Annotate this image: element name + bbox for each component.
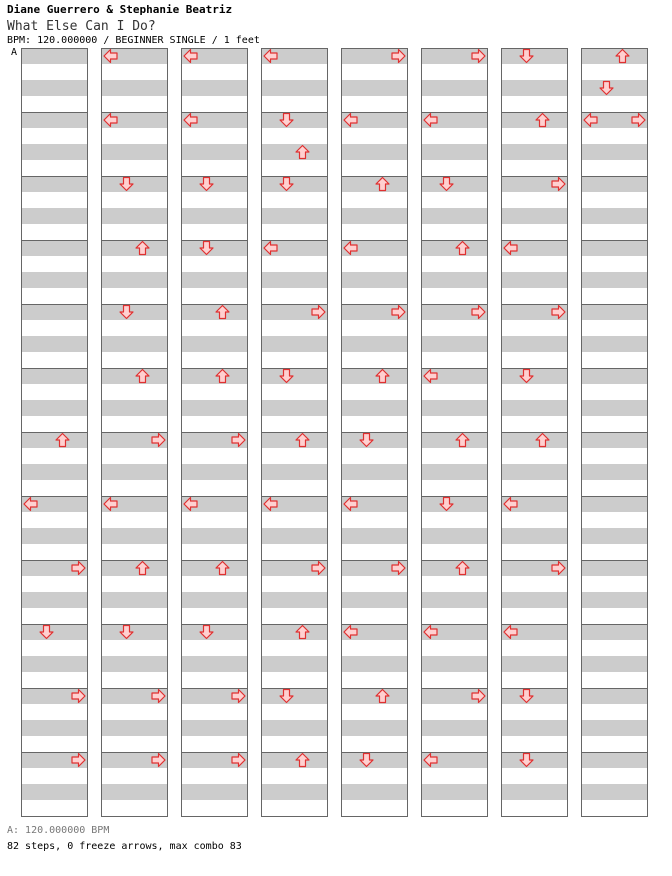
beat-stripe	[21, 624, 88, 640]
beat-stripe	[501, 400, 568, 416]
beat-stripe	[581, 784, 648, 800]
beat-stripe	[501, 240, 568, 256]
left-arrow-icon	[184, 114, 197, 127]
chart-column	[501, 48, 568, 817]
beat-stripe	[341, 48, 408, 64]
beat-stripe	[581, 432, 648, 448]
up-arrow-icon	[616, 50, 629, 63]
up-arrow-icon	[296, 434, 309, 447]
beat-stripe	[421, 240, 488, 256]
chart-column	[421, 48, 488, 817]
beat-stripe	[501, 176, 568, 192]
beat-stripe	[101, 560, 168, 576]
beat-stripe	[421, 176, 488, 192]
beat-stripe	[181, 304, 248, 320]
up-arrow-icon	[536, 114, 549, 127]
beat-stripe	[501, 144, 568, 160]
beat-stripe	[421, 48, 488, 64]
down-arrow-icon	[520, 50, 533, 63]
beat-stripe	[341, 208, 408, 224]
beat-stripe	[101, 272, 168, 288]
beat-stripe	[501, 592, 568, 608]
down-arrow-icon	[280, 370, 293, 383]
beat-stripe	[261, 272, 328, 288]
beat-stripe	[581, 144, 648, 160]
beat-stripe	[501, 432, 568, 448]
beat-stripe	[501, 272, 568, 288]
song-artist: Diane Guerrero & Stephanie Beatriz	[7, 3, 233, 16]
up-arrow-icon	[536, 434, 549, 447]
beat-stripe	[261, 48, 328, 64]
beat-stripe	[581, 400, 648, 416]
left-arrow-icon	[504, 626, 517, 639]
right-arrow-icon	[392, 306, 405, 319]
beat-stripe	[341, 688, 408, 704]
beat-stripe	[501, 208, 568, 224]
song-title: What Else Can I Do?	[7, 19, 156, 34]
beat-stripe	[261, 400, 328, 416]
down-arrow-icon	[280, 114, 293, 127]
beat-stripe	[501, 80, 568, 96]
down-arrow-icon	[360, 754, 373, 767]
beat-stripe	[501, 48, 568, 64]
down-arrow-icon	[280, 690, 293, 703]
beat-stripe	[261, 80, 328, 96]
beat-stripe	[181, 752, 248, 768]
left-arrow-icon	[584, 114, 597, 127]
beat-stripe	[261, 592, 328, 608]
beat-stripe	[21, 464, 88, 480]
up-arrow-icon	[136, 242, 149, 255]
beat-stripe	[101, 752, 168, 768]
beat-stripe	[421, 400, 488, 416]
beat-stripe	[581, 560, 648, 576]
beat-stripe	[581, 688, 648, 704]
beat-stripe	[581, 656, 648, 672]
left-arrow-icon	[424, 114, 437, 127]
down-arrow-icon	[120, 306, 133, 319]
bpm-marker: A	[11, 47, 18, 58]
beat-stripe	[21, 432, 88, 448]
up-arrow-icon	[296, 754, 309, 767]
chart-column	[101, 48, 168, 817]
beat-stripe	[341, 656, 408, 672]
beat-stripe	[261, 176, 328, 192]
beat-stripe	[421, 496, 488, 512]
column-border	[422, 49, 488, 817]
beat-stripe	[21, 144, 88, 160]
beat-stripe	[21, 720, 88, 736]
up-arrow-icon	[216, 306, 229, 319]
beat-stripe	[21, 752, 88, 768]
beat-stripe	[101, 144, 168, 160]
beat-stripe	[261, 528, 328, 544]
beat-stripe	[261, 464, 328, 480]
up-arrow-icon	[376, 178, 389, 191]
right-arrow-icon	[152, 754, 165, 767]
beat-stripe	[341, 592, 408, 608]
column-border	[262, 49, 328, 817]
beat-stripe	[421, 272, 488, 288]
beat-stripe	[341, 240, 408, 256]
beat-stripe	[421, 208, 488, 224]
beat-stripe	[581, 176, 648, 192]
beat-stripe	[101, 592, 168, 608]
beat-stripe	[261, 624, 328, 640]
beat-stripe	[421, 528, 488, 544]
beat-stripe	[21, 304, 88, 320]
beat-stripe	[101, 208, 168, 224]
right-arrow-icon	[72, 562, 85, 575]
down-arrow-icon	[520, 690, 533, 703]
right-arrow-icon	[552, 178, 565, 191]
beat-stripe	[421, 368, 488, 384]
beat-stripe	[421, 688, 488, 704]
column-border	[102, 49, 168, 817]
up-arrow-icon	[56, 434, 69, 447]
beat-stripe	[101, 432, 168, 448]
beat-stripe	[421, 336, 488, 352]
beat-stripe	[501, 464, 568, 480]
beat-stripe	[501, 752, 568, 768]
beat-stripe	[181, 48, 248, 64]
left-arrow-icon	[344, 242, 357, 255]
beat-stripe	[181, 784, 248, 800]
beat-stripe	[101, 48, 168, 64]
beat-stripe	[581, 208, 648, 224]
beat-stripe	[581, 720, 648, 736]
beat-stripe	[261, 304, 328, 320]
column-border	[182, 49, 248, 817]
beat-stripe	[101, 528, 168, 544]
bpm-legend: A: 120.000000 BPM	[7, 825, 110, 836]
beat-stripe	[421, 560, 488, 576]
beat-stripe	[421, 592, 488, 608]
right-arrow-icon	[72, 754, 85, 767]
beat-stripe	[261, 144, 328, 160]
left-arrow-icon	[104, 114, 117, 127]
beat-stripe	[341, 176, 408, 192]
right-arrow-icon	[632, 114, 645, 127]
beat-stripe	[101, 336, 168, 352]
right-arrow-icon	[472, 50, 485, 63]
beat-stripe	[341, 752, 408, 768]
up-arrow-icon	[216, 562, 229, 575]
beat-stripe	[341, 464, 408, 480]
beat-stripe	[181, 432, 248, 448]
beat-stripe	[261, 560, 328, 576]
column-border	[582, 49, 648, 817]
beat-stripe	[21, 560, 88, 576]
left-arrow-icon	[184, 50, 197, 63]
right-arrow-icon	[392, 562, 405, 575]
right-arrow-icon	[152, 690, 165, 703]
beat-stripe	[101, 80, 168, 96]
beat-stripe	[581, 272, 648, 288]
up-arrow-icon	[456, 242, 469, 255]
beat-stripe	[501, 656, 568, 672]
beat-stripe	[101, 464, 168, 480]
beat-stripe	[21, 240, 88, 256]
beat-stripe	[501, 784, 568, 800]
chart-column	[181, 48, 248, 817]
chart-column	[261, 48, 328, 817]
beat-stripe	[21, 592, 88, 608]
beat-stripe	[501, 624, 568, 640]
right-arrow-icon	[312, 306, 325, 319]
left-arrow-icon	[184, 498, 197, 511]
up-arrow-icon	[376, 690, 389, 703]
beat-stripe	[341, 624, 408, 640]
beat-stripe	[581, 752, 648, 768]
beat-stripe	[581, 304, 648, 320]
beat-stripe	[421, 80, 488, 96]
left-arrow-icon	[504, 498, 517, 511]
beat-stripe	[261, 784, 328, 800]
right-arrow-icon	[472, 690, 485, 703]
beat-stripe	[101, 400, 168, 416]
beat-stripe	[181, 656, 248, 672]
beat-stripe	[341, 496, 408, 512]
beat-stripe	[501, 688, 568, 704]
right-arrow-icon	[392, 50, 405, 63]
right-arrow-icon	[232, 434, 245, 447]
bpm-marker-line	[21, 48, 87, 49]
beat-stripe	[341, 144, 408, 160]
beat-stripe	[181, 464, 248, 480]
up-arrow-icon	[296, 146, 309, 159]
beat-stripe	[501, 336, 568, 352]
beat-stripe	[261, 688, 328, 704]
beat-stripe	[181, 80, 248, 96]
chart-stats: 82 steps, 0 freeze arrows, max combo 83	[7, 841, 242, 852]
beat-stripe	[261, 432, 328, 448]
beat-stripe	[581, 80, 648, 96]
beat-stripe	[341, 368, 408, 384]
down-arrow-icon	[440, 498, 453, 511]
beat-stripe	[341, 560, 408, 576]
chart-column	[341, 48, 408, 817]
down-arrow-icon	[120, 178, 133, 191]
beat-stripe	[501, 528, 568, 544]
beat-stripe	[101, 656, 168, 672]
beat-stripe	[581, 112, 648, 128]
beat-stripe	[421, 720, 488, 736]
left-arrow-icon	[424, 370, 437, 383]
beat-stripe	[21, 336, 88, 352]
down-arrow-icon	[280, 178, 293, 191]
beat-stripe	[421, 112, 488, 128]
beat-stripe	[421, 784, 488, 800]
beat-stripe	[341, 720, 408, 736]
beat-stripe	[21, 112, 88, 128]
beat-stripe	[21, 400, 88, 416]
beat-stripe	[341, 784, 408, 800]
beat-stripe	[181, 720, 248, 736]
beat-stripe	[261, 368, 328, 384]
beat-stripe	[261, 752, 328, 768]
beat-stripe	[581, 336, 648, 352]
beat-stripe	[101, 688, 168, 704]
beat-stripe	[421, 432, 488, 448]
beat-stripe	[501, 496, 568, 512]
beat-stripe	[181, 208, 248, 224]
beat-stripe	[181, 144, 248, 160]
beat-stripe	[101, 304, 168, 320]
down-arrow-icon	[600, 82, 613, 95]
beat-stripe	[21, 688, 88, 704]
down-arrow-icon	[200, 242, 213, 255]
beat-stripe	[421, 656, 488, 672]
beat-stripe	[21, 48, 88, 64]
beat-stripe	[581, 592, 648, 608]
left-arrow-icon	[344, 626, 357, 639]
beat-stripe	[181, 624, 248, 640]
beat-stripe	[581, 368, 648, 384]
beat-stripe	[501, 560, 568, 576]
beat-stripe	[101, 624, 168, 640]
beat-stripe	[21, 176, 88, 192]
beat-stripe	[341, 80, 408, 96]
beat-stripe	[581, 48, 648, 64]
left-arrow-icon	[104, 50, 117, 63]
left-arrow-icon	[104, 498, 117, 511]
beat-stripe	[581, 496, 648, 512]
left-arrow-icon	[24, 498, 37, 511]
beat-stripe	[421, 624, 488, 640]
up-arrow-icon	[376, 370, 389, 383]
column-border	[342, 49, 408, 817]
down-arrow-icon	[200, 626, 213, 639]
beat-stripe	[101, 784, 168, 800]
beat-stripe	[581, 528, 648, 544]
beat-stripe	[261, 208, 328, 224]
left-arrow-icon	[264, 498, 277, 511]
up-arrow-icon	[456, 562, 469, 575]
beat-stripe	[341, 272, 408, 288]
beat-stripe	[21, 208, 88, 224]
beat-stripe	[421, 144, 488, 160]
beat-stripe	[181, 560, 248, 576]
beat-stripe	[181, 368, 248, 384]
left-arrow-icon	[264, 50, 277, 63]
beat-stripe	[341, 432, 408, 448]
down-arrow-icon	[520, 754, 533, 767]
left-arrow-icon	[504, 242, 517, 255]
beat-stripe	[421, 752, 488, 768]
left-arrow-icon	[344, 498, 357, 511]
left-arrow-icon	[424, 754, 437, 767]
beat-stripe	[261, 720, 328, 736]
right-arrow-icon	[152, 434, 165, 447]
beat-stripe	[581, 624, 648, 640]
down-arrow-icon	[360, 434, 373, 447]
beat-stripe	[261, 112, 328, 128]
down-arrow-icon	[520, 370, 533, 383]
beat-stripe	[181, 272, 248, 288]
beat-stripe	[21, 80, 88, 96]
beat-stripe	[341, 336, 408, 352]
chart-info: BPM: 120.000000 / BEGINNER SINGLE / 1 feet	[7, 35, 260, 46]
left-arrow-icon	[424, 626, 437, 639]
beat-stripe	[181, 400, 248, 416]
beat-stripe	[341, 304, 408, 320]
chart-column	[21, 48, 88, 817]
beat-stripe	[181, 528, 248, 544]
beat-stripe	[181, 592, 248, 608]
down-arrow-icon	[440, 178, 453, 191]
down-arrow-icon	[40, 626, 53, 639]
beat-stripe	[501, 112, 568, 128]
beat-stripe	[581, 464, 648, 480]
beat-stripe	[181, 336, 248, 352]
beat-stripe	[21, 496, 88, 512]
chart-column	[581, 48, 648, 817]
beat-stripe	[101, 240, 168, 256]
up-arrow-icon	[456, 434, 469, 447]
up-arrow-icon	[136, 370, 149, 383]
beat-stripe	[501, 304, 568, 320]
beat-stripe	[101, 368, 168, 384]
beat-stripe	[21, 528, 88, 544]
beat-stripe	[501, 720, 568, 736]
beat-stripe	[21, 656, 88, 672]
beat-stripe	[101, 176, 168, 192]
column-border	[502, 49, 568, 817]
up-arrow-icon	[216, 370, 229, 383]
beat-stripe	[181, 496, 248, 512]
beat-stripe	[261, 656, 328, 672]
beat-stripe	[101, 496, 168, 512]
beat-stripe	[101, 720, 168, 736]
beat-stripe	[261, 240, 328, 256]
beat-stripe	[341, 400, 408, 416]
beat-stripe	[21, 272, 88, 288]
right-arrow-icon	[232, 690, 245, 703]
beat-stripe	[181, 240, 248, 256]
beat-stripe	[21, 368, 88, 384]
beat-stripe	[501, 368, 568, 384]
beat-stripe	[181, 176, 248, 192]
beat-stripe	[261, 336, 328, 352]
beat-stripe	[341, 112, 408, 128]
column-border	[22, 49, 88, 817]
beat-stripe	[341, 528, 408, 544]
right-arrow-icon	[232, 754, 245, 767]
beat-stripe	[181, 112, 248, 128]
beat-stripe	[261, 496, 328, 512]
left-arrow-icon	[264, 242, 277, 255]
beat-stripe	[581, 240, 648, 256]
right-arrow-icon	[552, 562, 565, 575]
down-arrow-icon	[120, 626, 133, 639]
up-arrow-icon	[296, 626, 309, 639]
left-arrow-icon	[344, 114, 357, 127]
right-arrow-icon	[472, 306, 485, 319]
beat-stripe	[421, 304, 488, 320]
right-arrow-icon	[312, 562, 325, 575]
right-arrow-icon	[72, 690, 85, 703]
beat-stripe	[21, 784, 88, 800]
down-arrow-icon	[200, 178, 213, 191]
beat-stripe	[421, 464, 488, 480]
beat-stripe	[101, 112, 168, 128]
right-arrow-icon	[552, 306, 565, 319]
beat-stripe	[181, 688, 248, 704]
up-arrow-icon	[136, 562, 149, 575]
